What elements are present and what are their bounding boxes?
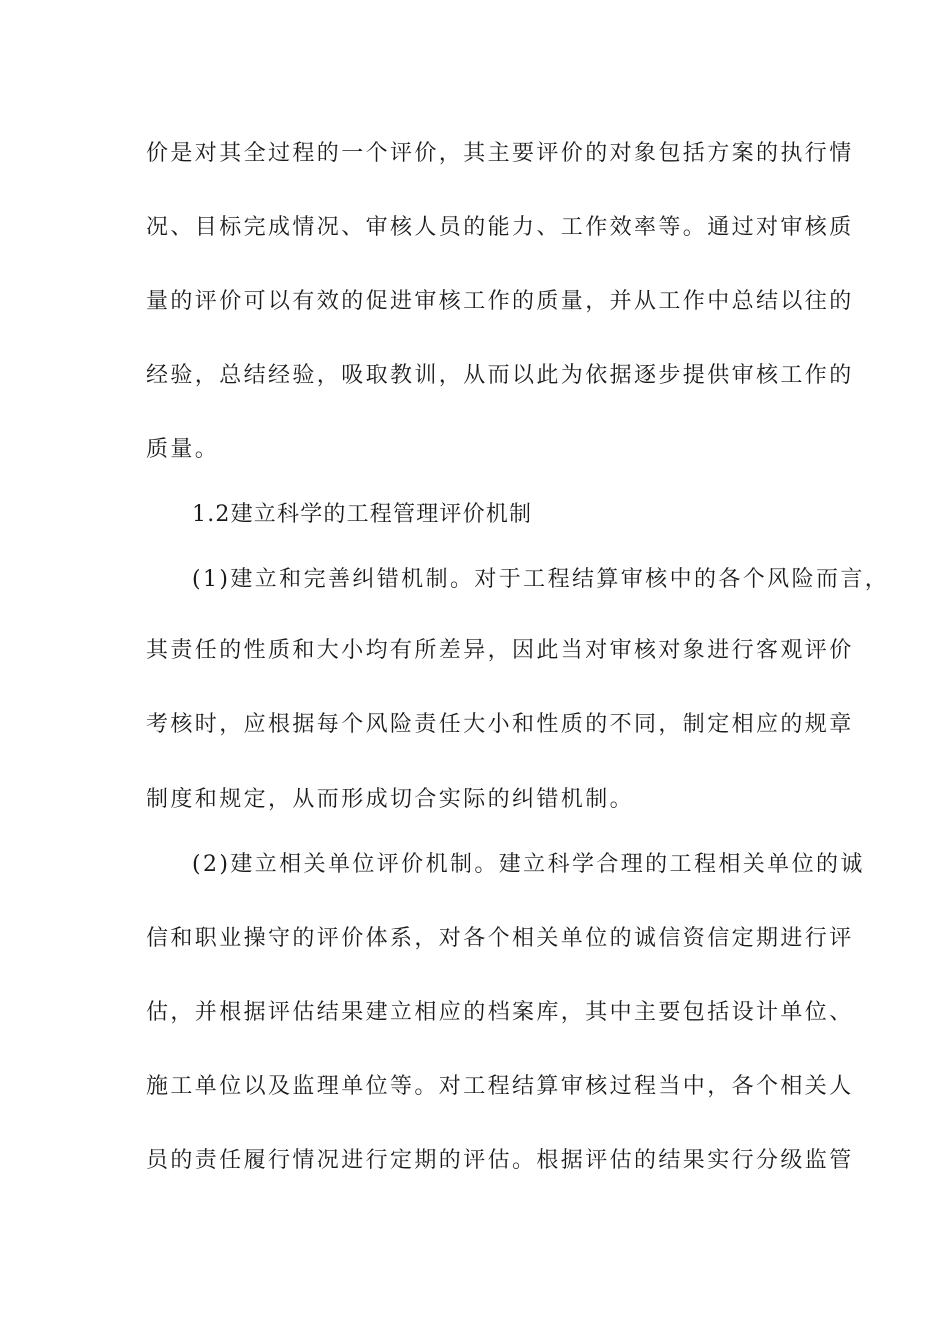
- paragraph-1-line-1: 价是对其全过程的一个评价，其主要评价的对象包括方案的执行情: [146, 141, 854, 166]
- paragraph-2-line-2: 其责任的性质和大小均有所差异，因此当对审核对象进行客观评价: [146, 638, 854, 663]
- paragraph-1-line-3: 量的评价可以有效的促进审核工作的质量，并从工作中总结以往的: [146, 289, 854, 314]
- paragraph-2-line-4: 制度和规定，从而形成切合实际的纠错机制。: [146, 787, 635, 812]
- paragraph-1-line-2: 况、目标完成情况、审核人员的能力、工作效率等。通过对审核质: [146, 215, 854, 240]
- paragraph-3-line-3: 估，并根据评估结果建立相应的档案库，其中主要包括设计单位、: [146, 1000, 854, 1025]
- paragraph-1-line-5: 质量。: [146, 437, 220, 462]
- section-heading: 1.2建立科学的工程管理评价机制: [192, 502, 533, 527]
- paragraph-3-line-1: (2)建立相关单位评价机制。建立科学合理的工程相关单位的诚: [192, 852, 865, 877]
- paragraph-3-line-2: 信和职业操守的评价体系，对各个相关单位的诚信资信定期进行评: [146, 926, 854, 951]
- paragraph-3-line-4: 施工单位以及监理单位等。对工程结算审核过程当中，各个相关人: [146, 1074, 854, 1099]
- paragraph-2-line-3: 考核时，应根据每个风险责任大小和性质的不同，制定相应的规章: [146, 712, 854, 737]
- paragraph-2-line-1: (1)建立和完善纠错机制。对于工程结算审核中的各个风险而言，: [192, 567, 890, 592]
- paragraph-3-line-5: 员的责任履行情况进行定期的评估。根据评估的结果实行分级监管: [146, 1148, 854, 1173]
- paragraph-1-line-4: 经验，总结经验，吸取教训，从而以此为依据逐步提供审核工作的: [146, 363, 854, 388]
